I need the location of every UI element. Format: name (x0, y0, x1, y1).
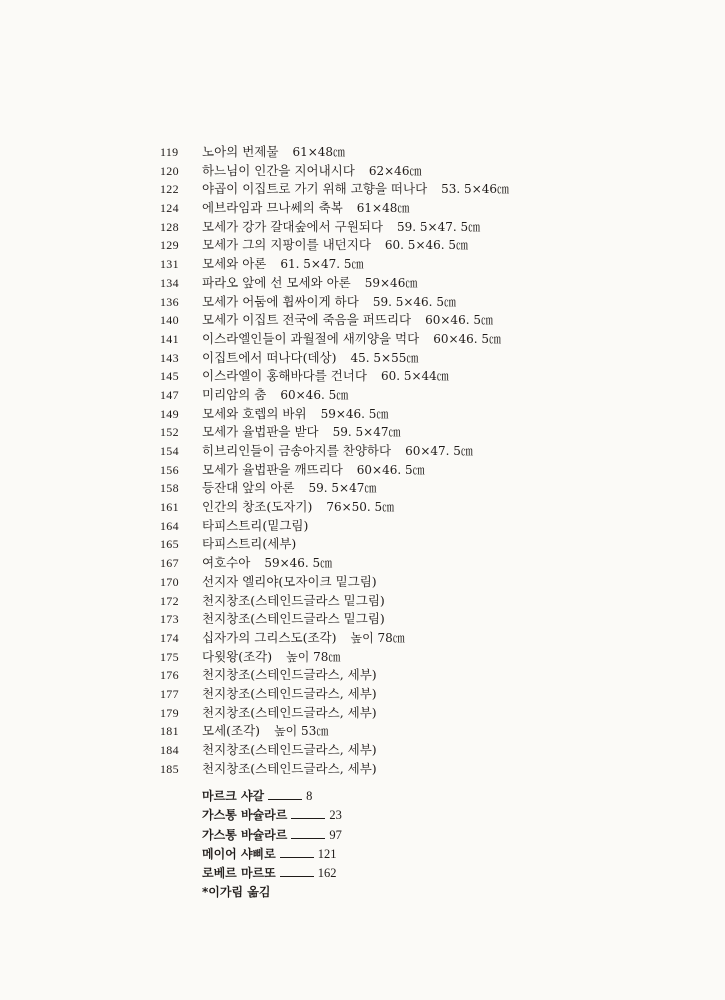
plate-row (160, 311, 680, 330)
plate-size: 61×48㎝ (292, 145, 346, 159)
author-row (202, 864, 502, 883)
plate-size: 60×47. 5㎝ (405, 444, 473, 458)
plate-title: 인간의 창조(도자기) (202, 499, 313, 515)
plate-row (160, 685, 680, 704)
plate-size: 59×46. 5㎝ (264, 556, 333, 571)
plate-number: 140 (160, 313, 179, 328)
plate-title: 천지창조(스테인드글라스, 세부) (202, 742, 377, 757)
plate-size: 60×46. 5㎝ (280, 387, 349, 402)
plate-title: 모세와 호렙의 바위 (202, 405, 307, 421)
author-row (202, 787, 502, 806)
plate-number: 161 (160, 500, 179, 515)
plate-title: 모세가 이집트 전국에 죽음을 퍼뜨리다 (202, 312, 412, 328)
author-row (202, 826, 502, 845)
plate-row (160, 610, 680, 629)
plate-row (160, 666, 680, 685)
plate-title: 히브리인들이 금송아지를 찬양하다 (202, 443, 392, 458)
plate-title: 천지창조(스테인드글라스, 세부) (202, 685, 377, 701)
plate-title: 여호수아 (202, 555, 251, 571)
plate-number: 122 (160, 182, 179, 197)
plate-row (160, 760, 680, 779)
plate-size: 45. 5×55㎝ (350, 350, 419, 365)
plate-title: 천지창조(스테인드글라스, 세부) (202, 667, 377, 683)
plate-title: 십자가의 그리스도(조각) (202, 629, 337, 645)
plate-size: 59×46. 5㎝ (320, 406, 389, 421)
plate-row (160, 218, 680, 237)
plate-number: 174 (160, 630, 179, 645)
plate-number: 131 (160, 257, 179, 272)
plate-row (160, 442, 680, 461)
author-page-number: 121 (317, 846, 337, 861)
plate-title: 모세와 아론 (202, 256, 267, 272)
plate-title: 모세가 어둠에 휩싸이게 하다 (202, 293, 359, 309)
plate-row (160, 498, 680, 517)
author-row (202, 845, 502, 864)
plate-number: 173 (160, 612, 179, 627)
plate-row (160, 592, 680, 611)
plate-number: 165 (160, 537, 179, 552)
author-page-number: 8 (306, 789, 313, 803)
leader-dash (280, 857, 314, 858)
author-row (202, 806, 502, 825)
author-name: 가스통 바슐라르 (202, 827, 288, 842)
plate-number: 176 (160, 668, 179, 683)
plate-size: 59×46㎝ (364, 275, 418, 290)
plate-row (160, 274, 680, 293)
plate-title: 하느님이 인간을 지어내시다 (202, 162, 355, 178)
author-page-number: 162 (317, 866, 337, 881)
plate-number: 164 (160, 518, 179, 533)
plate-row (160, 293, 680, 312)
plate-row (160, 554, 680, 573)
plate-size: 60. 5×46. 5㎝ (384, 238, 469, 253)
plate-row (160, 535, 680, 554)
plate-number: 143 (160, 350, 179, 365)
plate-number: 134 (160, 275, 179, 290)
plate-size: 59. 5×47㎝ (332, 425, 401, 440)
author-name: 가스통 바슐라르 (202, 808, 288, 823)
plate-size: 76×50. 5㎝ (326, 500, 395, 515)
plate-number: 129 (160, 238, 179, 253)
plate-size: 높이 53㎝ (274, 724, 329, 739)
plate-size: 53. 5×46㎝ (441, 182, 510, 197)
plate-row (160, 517, 680, 536)
author-name: 마르크 샤갈 (202, 789, 265, 803)
plate-number: 175 (160, 649, 179, 664)
plate-row (160, 386, 680, 405)
plate-row (160, 722, 680, 741)
plate-size: 높이 78㎝ (286, 649, 341, 664)
plate-title: 미리암의 춤 (202, 386, 267, 402)
plate-title: 에브라임과 므나쎄의 축복 (202, 200, 343, 216)
plate-title: 모세(조각) (202, 723, 261, 739)
plate-row (160, 741, 680, 760)
plate-number: 184 (160, 743, 179, 757)
plate-row (160, 573, 680, 592)
plate-title: 타피스트리(세부) (202, 536, 297, 552)
plate-number: 152 (160, 425, 179, 440)
plate-row (160, 423, 680, 442)
plate-number: 119 (160, 145, 179, 159)
leader-dash (268, 799, 302, 800)
plate-title: 이스라엘이 홍해바다를 건너다 (202, 368, 367, 384)
plate-title: 다윗왕(조각) (202, 648, 273, 664)
leader-dash (291, 838, 325, 839)
plate-number: 128 (160, 219, 179, 234)
plate-size: 60×46. 5㎝ (356, 462, 425, 477)
plate-number: 158 (160, 481, 179, 496)
plate-title: 등잔대 앞의 아론 (202, 480, 295, 496)
author-page-number: 97 (329, 827, 342, 842)
plate-title: 야곱이 이집트로 가기 위해 고향을 떠나다 (202, 181, 428, 197)
plate-row (160, 349, 680, 368)
plate-number: 124 (160, 201, 179, 216)
plate-row (160, 330, 680, 349)
plate-size: 59. 5×47. 5㎝ (396, 219, 481, 234)
plate-title: 천지창조(스테인드글라스, 세부) (202, 704, 377, 720)
plate-size: 60×46. 5㎝ (433, 331, 502, 346)
plate-number: 167 (160, 556, 179, 571)
plate-row (160, 367, 680, 386)
plate-size: 59. 5×47㎝ (308, 481, 377, 496)
plate-row (160, 143, 680, 162)
plate-number: 147 (160, 387, 179, 402)
plate-number: 154 (160, 444, 179, 458)
plate-title: 모세가 율법판을 받다 (202, 424, 319, 440)
plate-size: 61. 5×47. 5㎝ (280, 257, 364, 272)
plate-number: 120 (160, 163, 179, 178)
plate-number: 179 (160, 705, 179, 720)
author-name: 로베르 마르또 (202, 866, 276, 881)
plate-row (160, 629, 680, 648)
plate-row (160, 199, 680, 218)
plate-title: 이집트에서 떠나다(데상) (202, 349, 337, 365)
plate-row (160, 236, 680, 255)
plate-row (160, 405, 680, 424)
essay-author-list (202, 787, 502, 883)
plate-number: 181 (160, 724, 179, 739)
plate-number: 170 (160, 574, 179, 589)
plate-title: 모세가 그의 지팡이를 내던지다 (202, 237, 371, 253)
plate-size: 61×48㎝ (356, 201, 410, 216)
author-page-number: 23 (329, 808, 342, 823)
plate-title: 선지자 엘리야(모자이크 밑그림) (202, 573, 377, 589)
plate-row (160, 479, 680, 498)
plate-number: 145 (160, 369, 179, 384)
plate-title: 이스라엘인들이 과월절에 새끼양을 먹다 (202, 330, 420, 346)
plate-row (160, 162, 680, 181)
plate-title: 파라오 앞에 선 모세와 아론 (202, 274, 351, 290)
plate-row (160, 180, 680, 199)
plate-number: 136 (160, 294, 179, 309)
leader-dash (291, 818, 325, 819)
plate-size: 높이 78㎝ (350, 630, 405, 645)
plate-title: 천지창조(스테인드글라스 밑그림) (202, 592, 385, 608)
plate-size: 60×46. 5㎝ (425, 313, 493, 328)
plate-number: 185 (160, 761, 179, 776)
leader-dash (280, 876, 314, 877)
plate-title: 모세가 강가 갈대숲에서 구원되다 (202, 218, 383, 234)
plate-row (160, 648, 680, 667)
plate-title: 노아의 번제물 (202, 144, 279, 159)
plate-row (160, 461, 680, 480)
plate-number: 156 (160, 462, 179, 477)
translator-note: *이가림 옮김 (202, 885, 271, 899)
plate-row (160, 704, 680, 723)
author-name: 메이어 샤삐로 (202, 846, 276, 861)
plate-number: 141 (160, 331, 179, 346)
plate-title: 천지창조(스테인드글라스 밑그림) (202, 611, 385, 627)
plate-size: 62×46㎝ (368, 163, 422, 178)
plate-title: 모세가 율법판을 깨뜨리다 (202, 461, 343, 477)
plate-title: 타피스트리(밑그림) (202, 517, 309, 533)
plate-number: 177 (160, 686, 179, 701)
plate-list (160, 143, 680, 778)
plate-size: 59. 5×46. 5㎝ (372, 294, 456, 309)
plate-number: 172 (160, 593, 179, 608)
plate-title: 천지창조(스테인드글라스, 세부) (202, 760, 377, 776)
plate-row (160, 255, 680, 274)
plate-number: 149 (160, 406, 179, 421)
plate-size: 60. 5×44㎝ (380, 369, 449, 384)
